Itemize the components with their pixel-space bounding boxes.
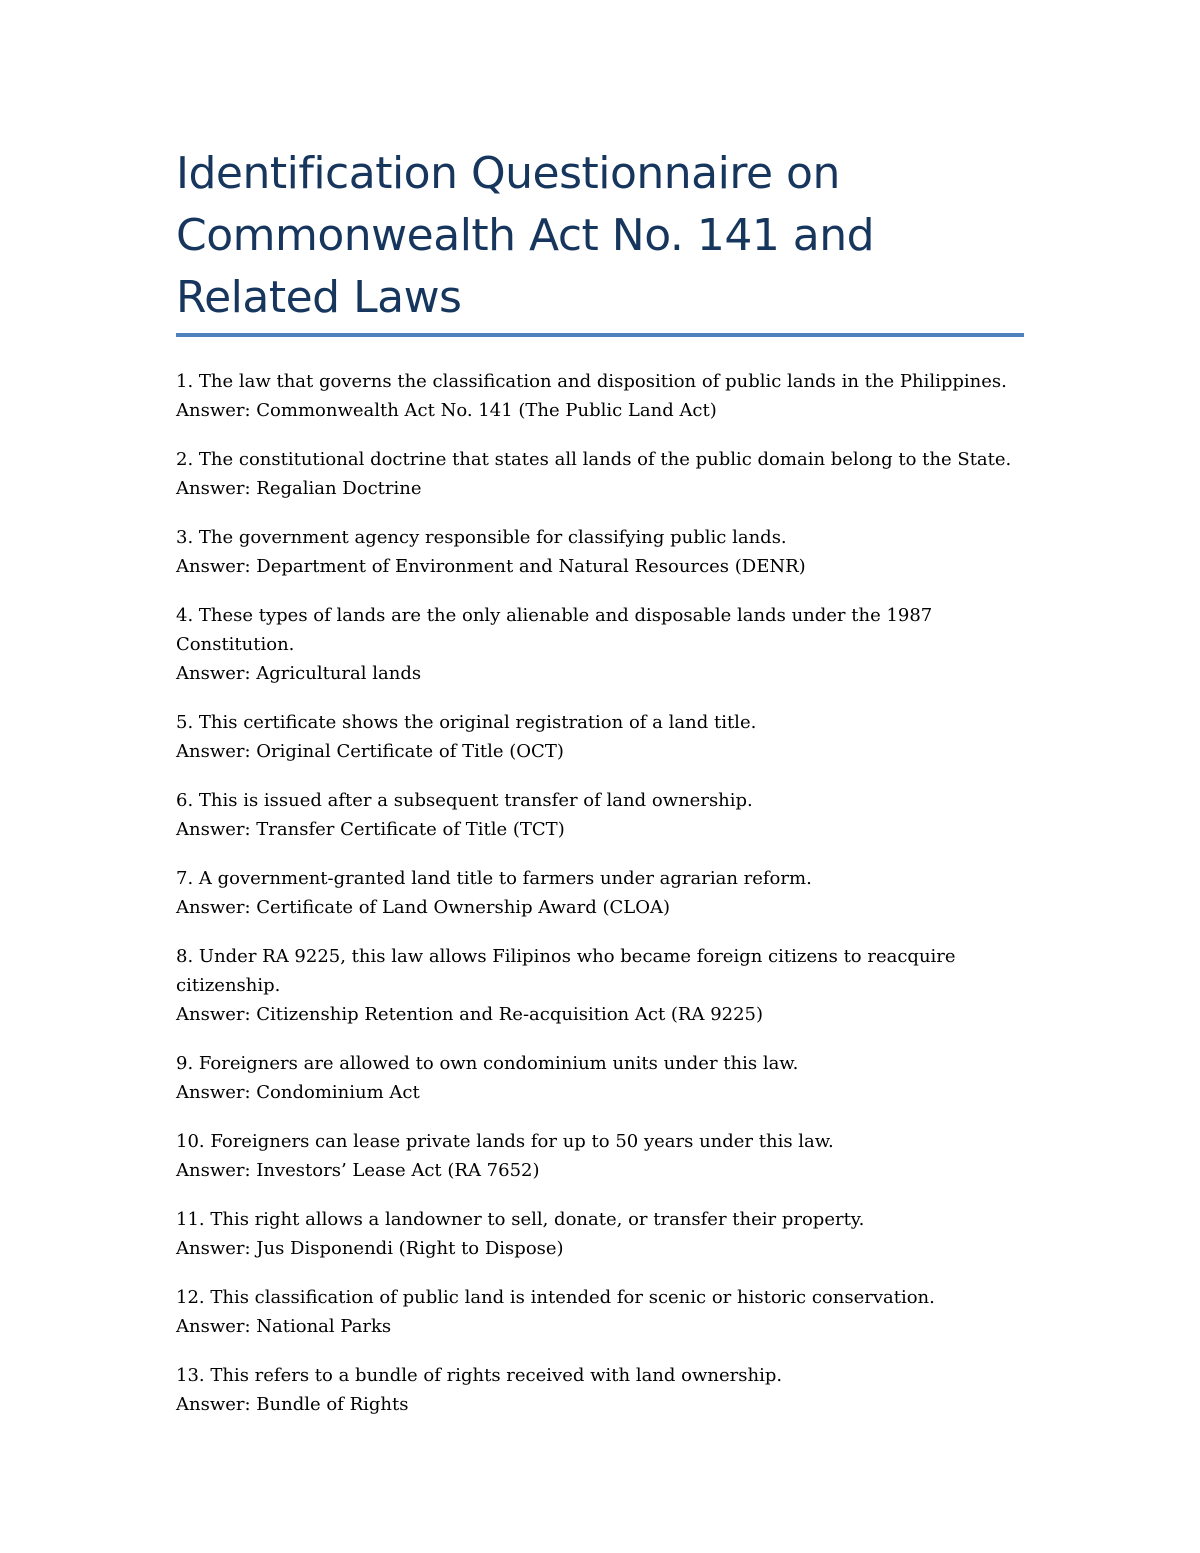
question-item — [176, 708, 1026, 766]
question-item — [176, 1205, 1026, 1263]
page-title: Identification Questionnaire on Commonwealth Act No. 141 and Related Laws — [176, 148, 875, 323]
question-text: 2. The constitutional doctrine that states all lands of the public domain belong to the State. — [176, 449, 1012, 470]
question-list — [176, 367, 1026, 1439]
question-text: 12. This classification of public land is intended for scenic or historic conservation. — [176, 1287, 935, 1308]
answer-text: Answer: Jus Disponendi (Right to Dispose) — [176, 1238, 564, 1259]
question-item — [176, 786, 1026, 844]
question-item — [176, 942, 1026, 1029]
answer-text: Answer: National Parks — [176, 1316, 392, 1337]
answer-text: Answer: Condominium Act — [176, 1082, 420, 1103]
question-text: 6. This is issued after a subsequent transfer of land ownership. — [176, 790, 753, 811]
question-item — [176, 367, 1026, 425]
answer-text: Answer: Department of Environment and Natural Resources (DENR) — [176, 556, 806, 577]
question-text: 7. A government-granted land title to farmers under agrarian reform. — [176, 868, 812, 889]
question-text: 13. This refers to a bundle of rights received with land ownership. — [176, 1365, 783, 1386]
question-text: 4. These types of lands are the only alienable and disposable lands under the 1987 Constitution. — [176, 605, 933, 655]
title-divider — [176, 333, 1024, 337]
answer-text: Answer: Investors’ Lease Act (RA 7652) — [176, 1160, 540, 1181]
question-text: 9. Foreigners are allowed to own condominium units under this law. — [176, 1053, 799, 1074]
question-text: 5. This certificate shows the original registration of a land title. — [176, 712, 757, 733]
answer-text: Answer: Regalian Doctrine — [176, 478, 422, 499]
answer-text: Answer: Bundle of Rights — [176, 1394, 409, 1415]
question-item — [176, 1361, 1026, 1419]
question-item — [176, 445, 1026, 503]
answer-text: Answer: Citizenship Retention and Re-acquisition Act (RA 9225) — [176, 1004, 764, 1025]
question-item — [176, 1049, 1026, 1107]
question-item — [176, 601, 1026, 688]
question-item — [176, 1127, 1026, 1185]
question-item — [176, 864, 1026, 922]
answer-text: Answer: Original Certificate of Title (OCT) — [176, 741, 564, 762]
answer-text: Answer: Certificate of Land Ownership Award (CLOA) — [176, 897, 671, 918]
question-item — [176, 1283, 1026, 1341]
question-text: 10. Foreigners can lease private lands for up to 50 years under this law. — [176, 1131, 834, 1152]
question-text: 11. This right allows a landowner to sell, donate, or transfer their property. — [176, 1209, 865, 1230]
question-text: 1. The law that governs the classification and disposition of public lands in the Philippines. — [176, 371, 1007, 392]
question-item — [176, 523, 1026, 581]
question-text: 8. Under RA 9225, this law allows Filipinos who became foreign citizens to reacquire citizenship. — [176, 946, 956, 996]
question-text: 3. The government agency responsible for classifying public lands. — [176, 527, 787, 548]
answer-text: Answer: Commonwealth Act No. 141 (The Public Land Act) — [176, 400, 717, 421]
answer-text: Answer: Agricultural lands — [176, 663, 422, 684]
answer-text: Answer: Transfer Certificate of Title (TCT) — [176, 819, 565, 840]
